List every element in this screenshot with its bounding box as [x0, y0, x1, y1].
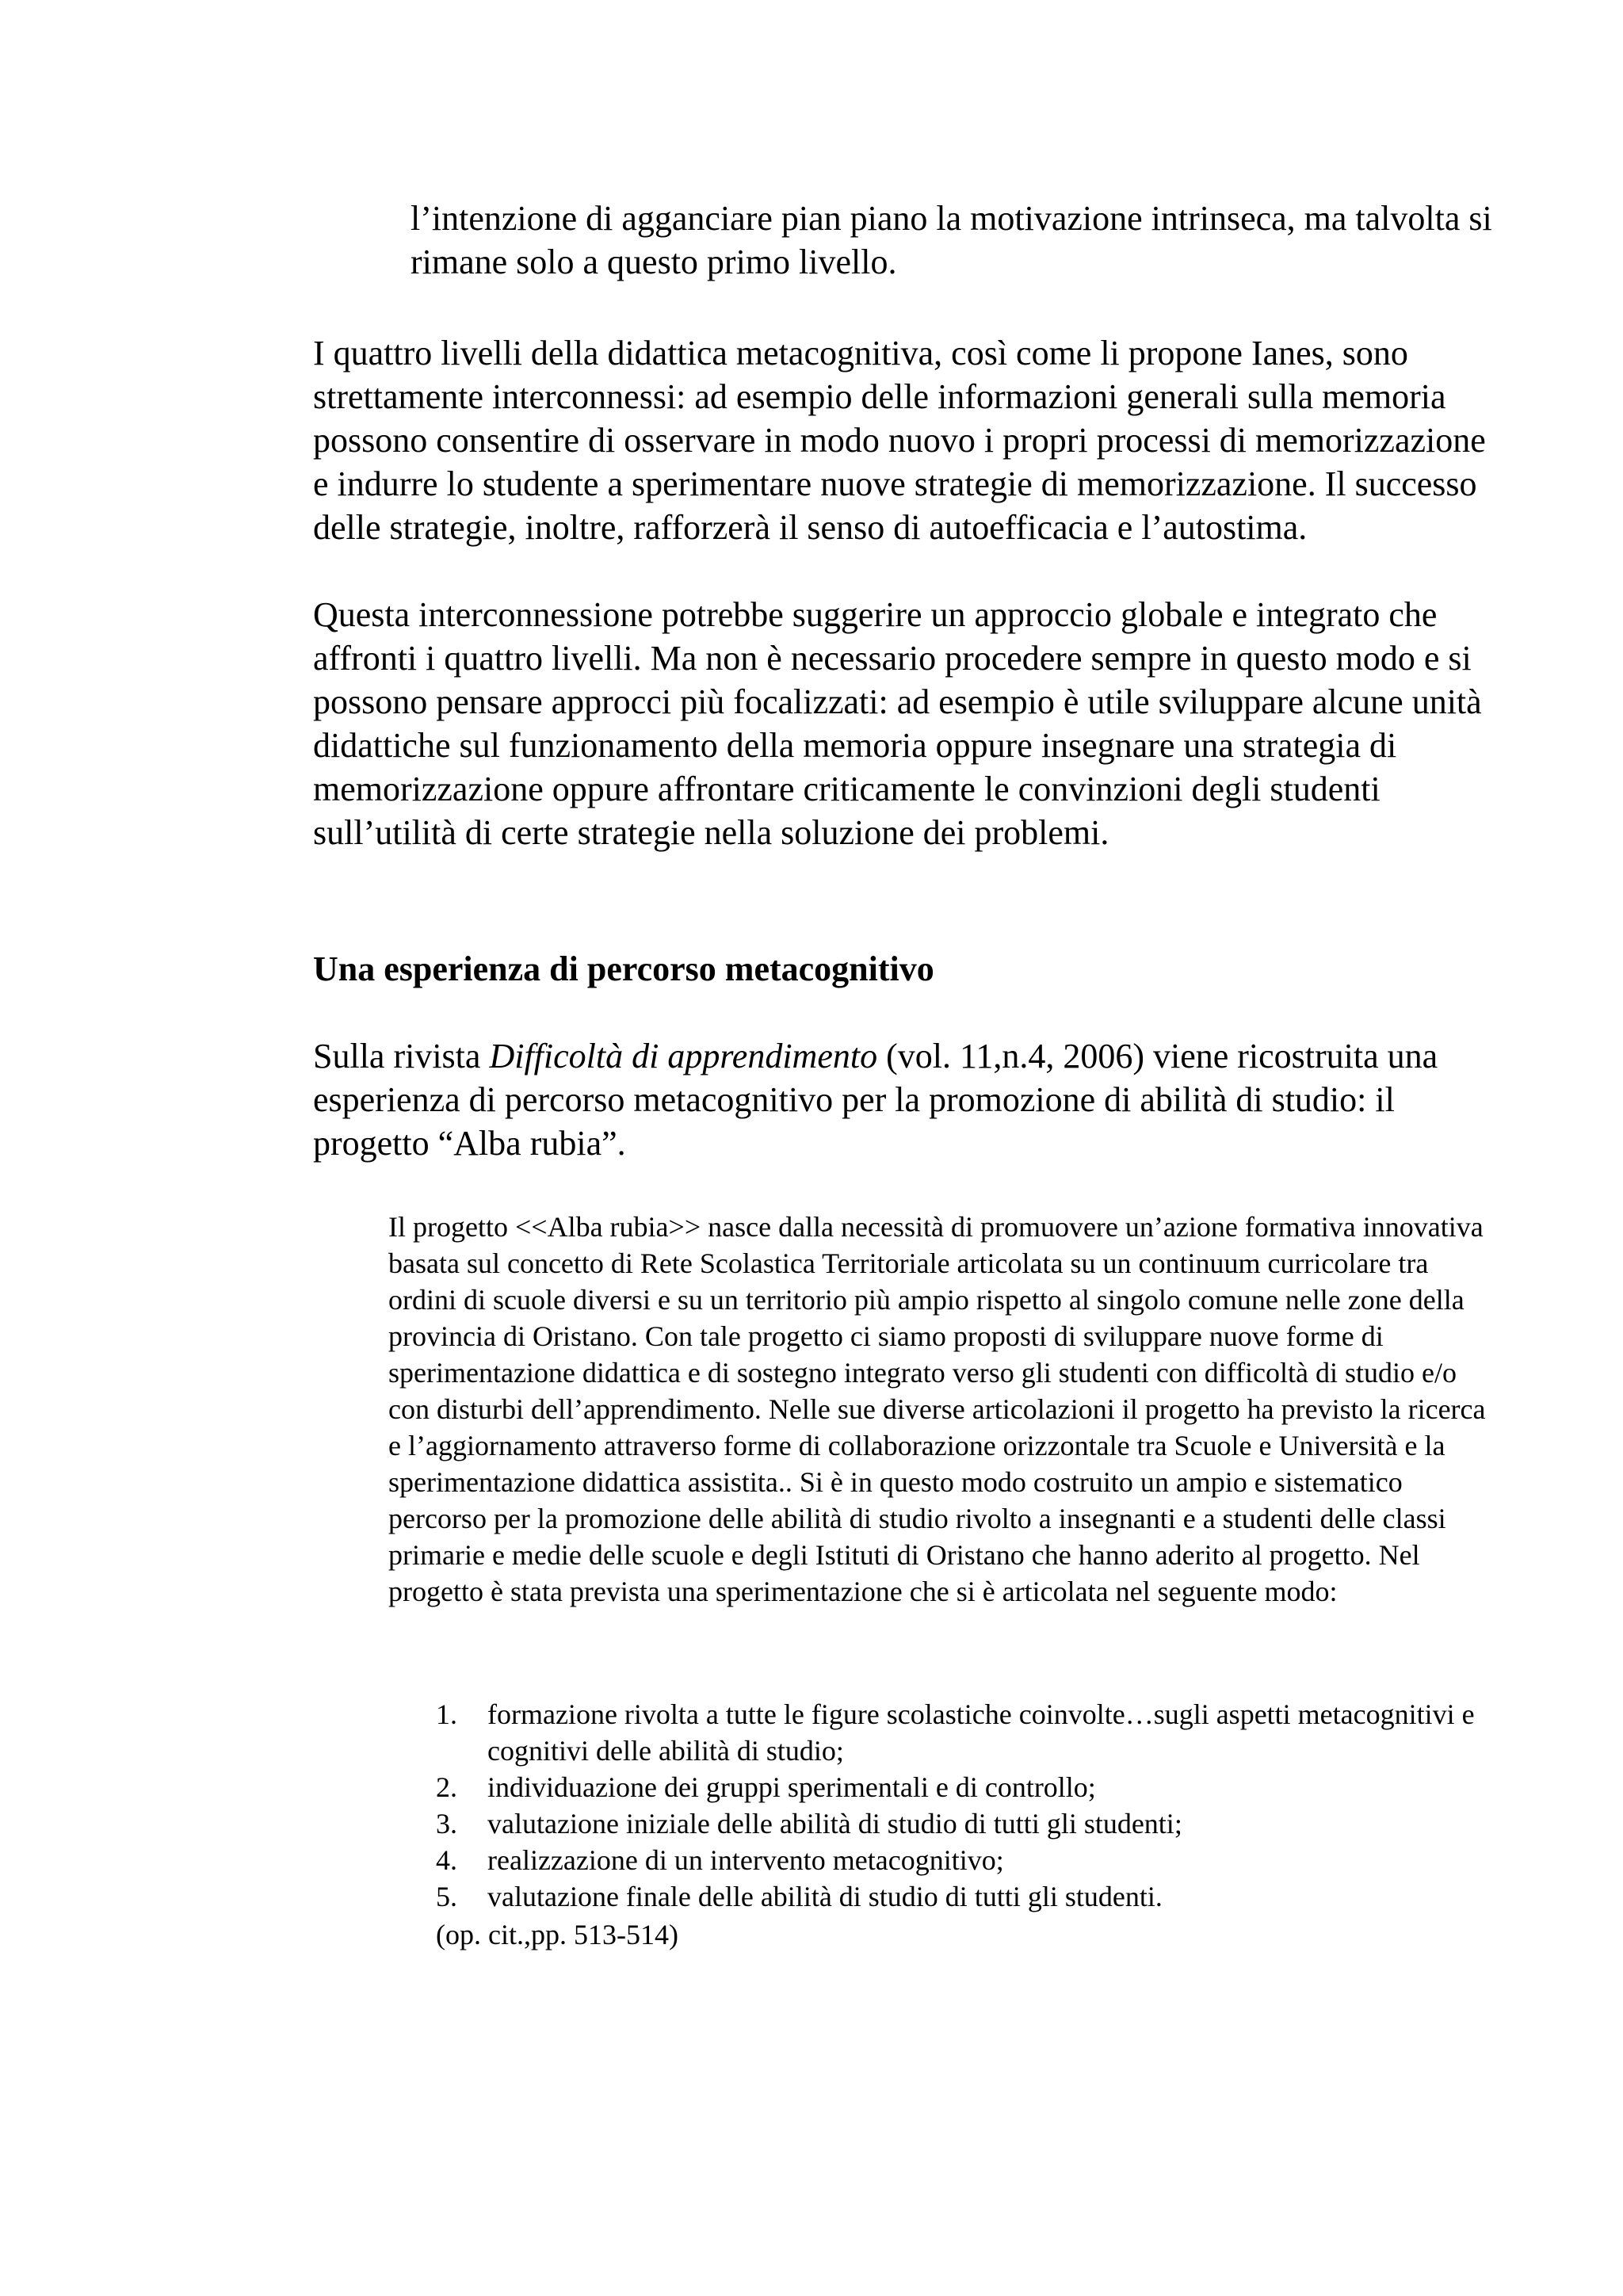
- journal-title: Difficoltà di apprendimento: [489, 1037, 878, 1075]
- list-item-number: 4.: [436, 1844, 457, 1876]
- continuation-paragraph: l’intenzione di agganciare pian piano la motivazione intrinseca, ma talvolta si rimane solo a questo primo livello.: [411, 199, 1492, 281]
- body-paragraph-journal: [313, 1034, 1502, 1165]
- list-item-text: formazione rivolta a tutte le figure scolastiche coinvolte…sugli aspetti metacognitivi e cognitivi delle abilità di studio;: [487, 1698, 1475, 1767]
- list-item-text: realizzazione di un intervento metacognitivo;: [487, 1844, 1004, 1876]
- journal-outro-text: (vol. 11,n.4, 2006) viene ricostruita una esperienza di percorso metacognitivo per la promozione di abilità di studio: il progetto “Alba rubia”.: [313, 1037, 1438, 1163]
- list-item: [388, 1769, 1498, 1805]
- journal-intro-text: Sulla rivista: [313, 1037, 490, 1075]
- list-item-text: valutazione iniziale delle abilità di studio di tutti gli studenti;: [487, 1808, 1182, 1839]
- list-item-number: 1.: [436, 1698, 457, 1730]
- list-item: [388, 1805, 1498, 1842]
- list-item: [388, 1696, 1498, 1769]
- list-item-text: individuazione dei gruppi sperimentali e di controllo;: [487, 1771, 1096, 1803]
- block-quote: Il progetto <<Alba rubia>> nasce dalla necessità di promuovere un’azione formativa innovativa basata sul concetto di Rete Scolastica Territoriale articolata su un continuum curricolare tra ordini di scuole diversi e su un territorio più ampio rispetto al singolo comune nelle zone della provincia di Oristano. Con tale progetto ci siamo proposti di sviluppare nuove forme di sperimentazione didattica e di sostegno integrato verso gli studenti con difficoltà di studio e/o con disturbi dell’apprendimento. Nelle sue diverse articolazioni il progetto ha previsto la ricerca e l’aggiornamento attraverso forme di collaborazione orizzontale tra Scuole e Università e la sperimentazione didattica assistita.. Si è in questo modo costruito un ampio e sistematico percorso per la promozione delle abilità di studio rivolto a insegnanti e a studenti delle classi primarie e medie delle scuole e degli Istituti di Oristano che hanno aderito al progetto. Nel progetto è stata prevista una sperimentazione che si è articolata nel seguente modo:: [388, 1211, 1486, 1607]
- quote-numbered-list: [388, 1696, 1498, 1915]
- list-item: [388, 1842, 1498, 1878]
- list-item: [388, 1878, 1498, 1915]
- list-item-number: 5.: [436, 1881, 457, 1912]
- quote-citation: (op. cit.,pp. 513-514): [436, 1919, 678, 1950]
- body-paragraph-levels: I quattro livelli della didattica metacognitiva, così come li propone Ianes, sono strettamente interconnessi: ad esempio delle informazioni generali sulla memoria possono consentire di osservare in modo nuovo i propri processi di memorizzazione e indurre lo studente a sperimentare nuove strategie di memorizzazione. Il successo delle strategie, inoltre, rafforzerà il senso di autoefficacia e l’autostima.: [313, 334, 1486, 547]
- list-item-text: valutazione finale delle abilità di studio di tutti gli studenti.: [487, 1881, 1163, 1912]
- list-item-number: 2.: [436, 1771, 457, 1803]
- section-heading: Una esperienza di percorso metacognitivo: [313, 949, 934, 988]
- list-item-number: 3.: [436, 1808, 457, 1839]
- body-paragraph-interconnection: Questa interconnessione potrebbe suggerire un approccio globale e integrato che affronti i quattro livelli. Ma non è necessario procedere sempre in questo modo e si possono pensare approcci più focalizzati: ad esempio è utile sviluppare alcune unità didattiche sul funzionamento della memoria oppure insegnare una strategia di memorizzazione oppure affrontare criticamente le convinzioni degli studenti sull’utilità di certe strategie nella soluzione dei problemi.: [313, 595, 1482, 852]
